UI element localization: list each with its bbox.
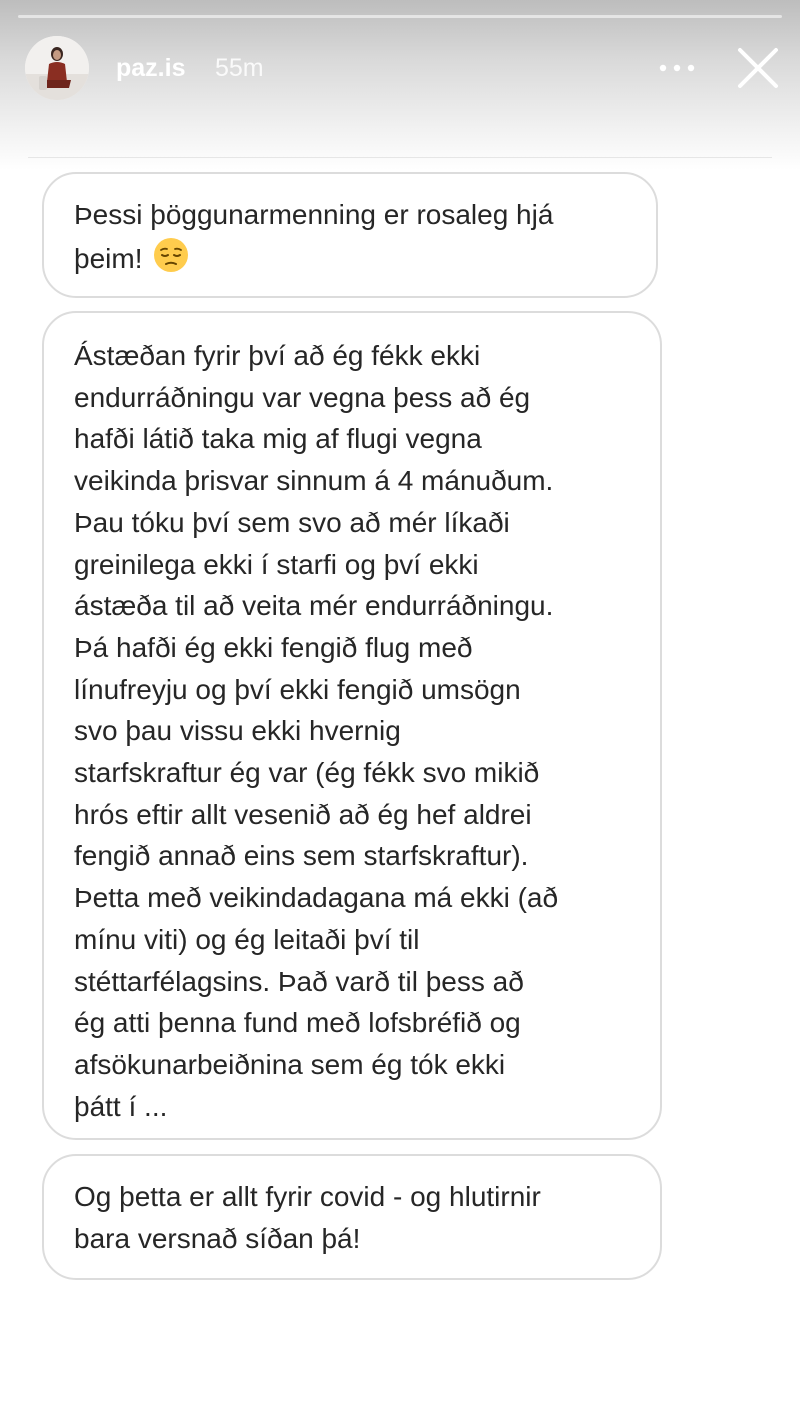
- message-text: Þessi þöggunarmenning er rosaleg hjá þeim!: [74, 199, 554, 274]
- message-bubble: [42, 1154, 662, 1280]
- header-divider: [28, 157, 772, 158]
- story-progress-bar: [18, 15, 782, 18]
- username[interactable]: paz.is: [116, 54, 186, 82]
- message-text: Ástæðan fyrir því að ég fékk ekki endurráðningu var vegna þess að ég hafði látið taka mig af flugi vegna veikinda þrisvar sinnum á 4 mánuðum. Þau tóku því sem svo að mér líkaði greinilega ekki í starfi og því ekki ástæða til að veita mér endurráðningu. Þá hafði ég ekki fengið flug með línufreyju og því ekki fengið umsögn svo þau vissu ekki hvernig starfskraftur ég var (ég fékk svo mikið hrós eftir allt vesenið að ég hef aldrei fengið annað eins sem starfskraftur). Þetta með veikindadagana má ekki (að mínu viti) og ég leitaði því til stéttarfélagsins. Það varð til þess að ég atti þenna fund með lofsbréfið og afsökunarbeiðnina sem ég tók ekki þátt í ...: [74, 340, 559, 1122]
- message-bubble: [42, 172, 658, 298]
- message-bubble: [42, 311, 662, 1140]
- avatar[interactable]: [25, 36, 89, 100]
- more-horizontal-icon[interactable]: [655, 56, 699, 80]
- story-header: [0, 30, 800, 106]
- pensive-face-emoji: [152, 236, 190, 286]
- post-time: 55m: [215, 54, 264, 82]
- message-text: Og þetta er allt fyrir covid - og hlutirnir bara versnað síðan þá!: [74, 1181, 541, 1254]
- close-icon[interactable]: [736, 46, 780, 90]
